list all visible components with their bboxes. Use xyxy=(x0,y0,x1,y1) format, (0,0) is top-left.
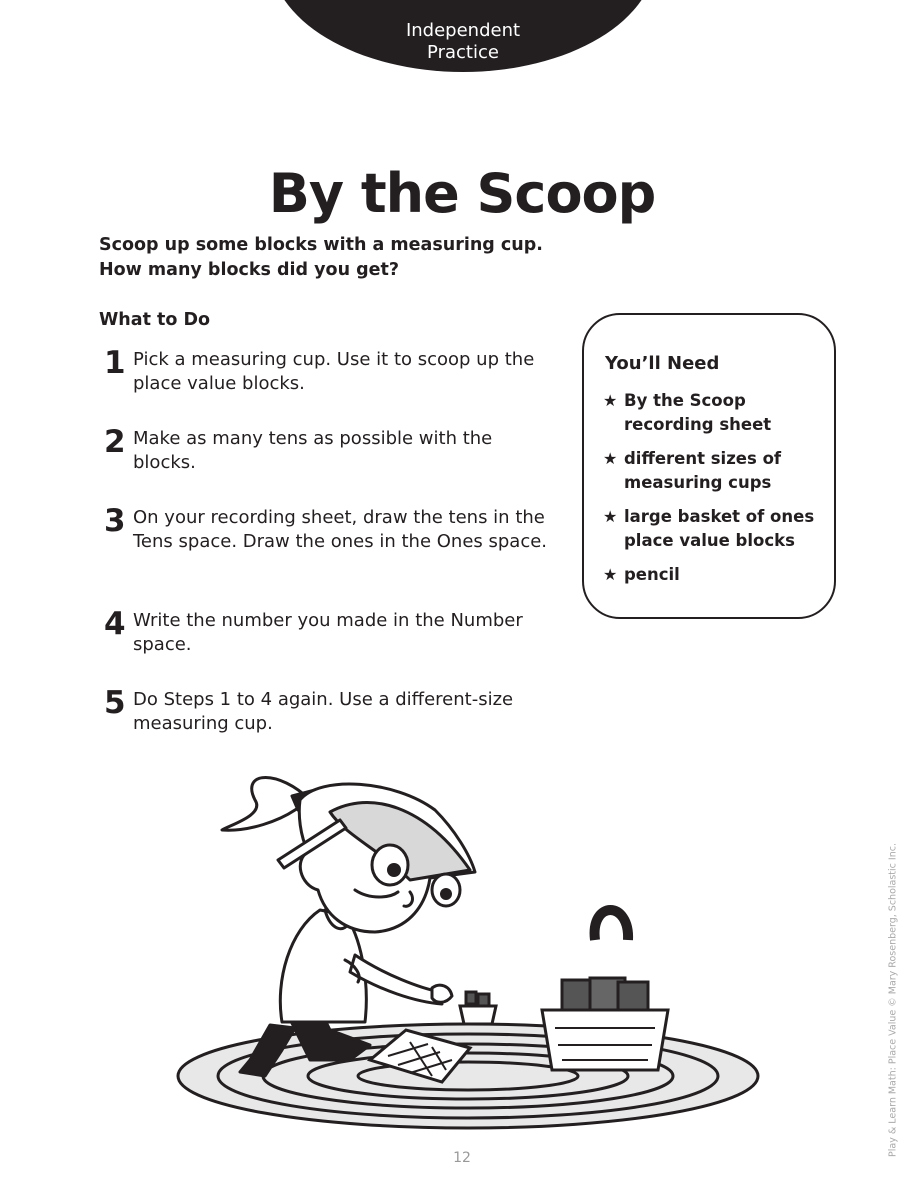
step-text: Do Steps 1 to 4 again. Use a different-size measuring cup. xyxy=(133,689,514,734)
step-number: 4 xyxy=(104,606,126,642)
intro-line2: How many blocks did you get? xyxy=(99,260,400,280)
star-icon: ★ xyxy=(603,449,618,468)
page-number: 12 xyxy=(453,1150,471,1166)
star-icon: ★ xyxy=(603,565,618,584)
youll-need-heading: You’ll Need xyxy=(605,353,720,374)
step-text: Write the number you made in the Number space. xyxy=(133,610,523,655)
intro-text xyxy=(99,233,619,283)
step-number: 1 xyxy=(104,345,126,381)
youll-need-box xyxy=(582,313,836,619)
step-text: On your recording sheet, draw the tens in the Tens space. Draw the ones in the Ones space. xyxy=(133,507,548,552)
girl-scooping-illustration xyxy=(170,760,770,1140)
banner-label xyxy=(370,20,556,64)
step-number: 2 xyxy=(104,424,126,460)
step-text: Pick a measuring cup. Use it to scoop up the place value blocks. xyxy=(133,349,535,394)
intro-line1: Scoop up some blocks with a measuring cup. xyxy=(99,235,543,255)
copyright-credit-text: Play & Learn Math: Place Value © Mary Rosenberg, Scholastic Inc. xyxy=(887,843,899,1157)
youll-need-list xyxy=(603,389,825,597)
what-to-do-heading: What to Do xyxy=(99,310,211,330)
list-item-label: different sizes of measuring cups xyxy=(624,449,782,492)
star-icon: ★ xyxy=(603,507,618,526)
list-item xyxy=(603,505,825,553)
banner-label-line2: Practice xyxy=(427,42,499,63)
list-item-label: pencil xyxy=(624,565,680,584)
list-item xyxy=(603,563,825,587)
step-number: 5 xyxy=(104,685,126,721)
basket-of-blocks xyxy=(542,910,668,1070)
page-title: By the Scoop xyxy=(268,162,656,225)
list-item xyxy=(603,389,825,437)
step-number: 3 xyxy=(104,503,126,539)
measuring-cup xyxy=(460,992,496,1024)
list-item xyxy=(603,447,825,495)
banner-label-line1: Independent xyxy=(405,20,521,41)
list-item-label: large basket of ones place value blocks xyxy=(624,507,815,550)
list-item-label: By the Scoop recording sheet xyxy=(624,391,772,434)
star-icon: ★ xyxy=(603,391,618,410)
step-text: Make as many tens as possible with the blocks. xyxy=(133,428,493,473)
